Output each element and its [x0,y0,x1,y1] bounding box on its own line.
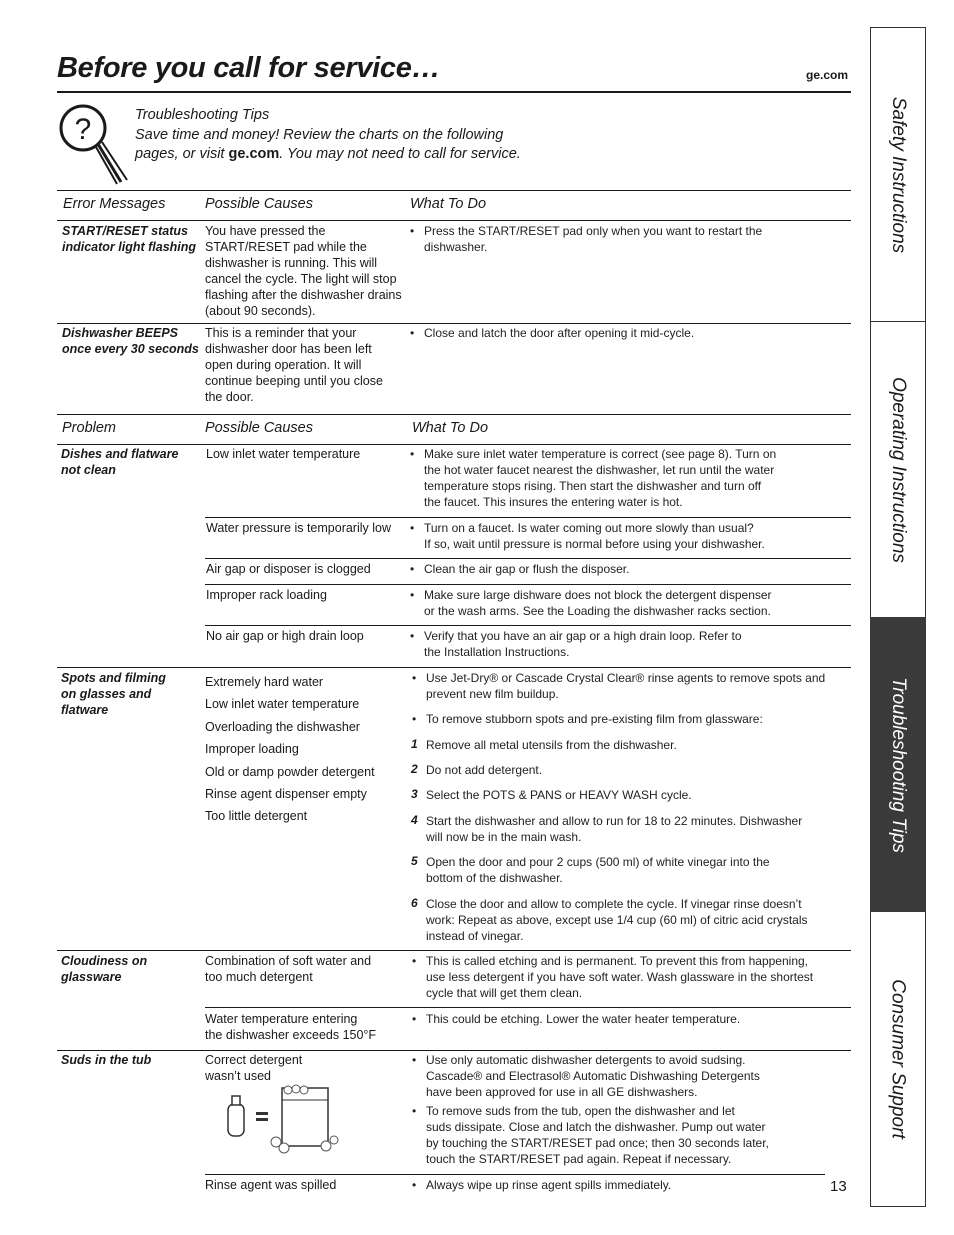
step-number: 5 [411,854,418,868]
col-problem: Problem [62,420,116,436]
tab-label: Safety Instructions [888,96,910,253]
step-line: work: Repeat as above, except use 1/4 cup (60 ml) of citric acid crystals [426,913,808,927]
todo-line: the hot water faucet nearest the dishwasher, let run until the water [424,463,775,477]
step-text [426,854,770,886]
problem-line: glassware [61,970,122,984]
intro-line1: Save time and money! Review the charts on the following [135,126,504,143]
todo-line: Use Jet-Dry® or Cascade Crystal Clear® rinse agents to remove spots and [426,671,826,685]
cause-line: open during operation. It will [205,358,362,372]
bullet: • [412,1178,417,1192]
intro-line2a: pages, or visit [135,146,229,162]
col-possible-causes: Possible Causes [205,196,313,212]
error-line: once every 30 seconds [62,342,199,356]
step-text [426,813,802,845]
cause-air-gap: Air gap or disposer is clogged [206,562,371,576]
cause-line: Old or damp powder detergent [205,764,375,779]
todo-line: dishwasher. [424,240,488,254]
cause-soft-water [205,953,371,985]
todo-line: Use only automatic dishwasher detergents to avoid sudsing. [426,1053,746,1067]
cause-line: Extremely hard water [205,675,324,689]
cause-wrong-detergent [205,1052,302,1084]
todo-line: use less detergent if you have soft water. Wash glassware in the shortest [426,970,814,984]
row-rule [57,1050,851,1051]
bullet: • [410,562,415,576]
todo-line: the faucet. This insures the entering water is hot. [424,495,683,509]
table2-header-rule [57,444,851,445]
todo-rinse-agents [426,670,825,702]
error-line: indicator light flashing [62,240,197,254]
problem-line: Cloudiness on [61,954,148,968]
todo-line: the Installation Instructions. [424,645,570,659]
cause-line: dishwasher door has been left [205,342,372,356]
cause-line: START/RESET pad while the [205,240,367,254]
todo-line: Make sure inlet water temperature is correct (see page 8). Turn on [424,447,777,461]
tab-consumer-support[interactable] [870,912,926,1206]
cause-rack-loading: Improper rack loading [206,588,327,602]
bullet: • [412,712,417,726]
page-number: 13 [830,1178,847,1195]
bullet: • [412,1104,417,1118]
problem-line: on glasses and [61,687,152,701]
tab-safety-instructions[interactable] [870,28,926,321]
problem-dishes [61,446,178,478]
col-what-to-do: What To Do [412,420,489,436]
cause-line: Overloading the dishwasher [205,719,360,734]
table1-top-rule [57,190,851,191]
step-number: 6 [411,896,418,910]
table1-header-rule [57,220,851,221]
col-error-messages: Error Messages [63,196,166,212]
cause-line: cancel the cycle. The light will stop [205,272,397,286]
todo-lower-heater: This could be etching. Lower the water heater temperature. [426,1012,741,1026]
bullet: • [410,521,415,535]
todo-drain-loop [424,628,742,660]
intro-heading: Troubleshooting Tips [135,107,270,123]
cause-line: You have pressed the [205,224,326,238]
bullet: • [412,1053,417,1067]
step-line: will now be in the main wash. [426,830,582,844]
error-line: START/RESET status [62,224,188,238]
todo-line: cycle that will get them clean. [426,986,583,1000]
intro-line2b: . You may not need to call for service. [279,146,521,162]
problem-line: not clean [61,463,116,477]
step-line: Start the dishwasher and allow to run for 18 to 22 minutes. Dishwasher [426,814,803,828]
todo-line: Make sure large dishware does not block the detergent dispenser [424,588,772,602]
step-number: 1 [411,737,418,751]
bullet: • [410,224,415,238]
row-rule [57,950,851,951]
error-line: Dishwasher BEEPS [62,326,179,340]
cause-rinse-spilled: Rinse agent was spilled [205,1178,337,1192]
cause-line: (about 90 seconds). [205,304,316,318]
intro-text [135,106,521,165]
cause-line: Combination of soft water and [205,954,372,968]
bullet: • [410,326,415,340]
cause-low-temp: Low inlet water temperature [206,447,361,461]
todo-line: Turn on a faucet. Is water coming out more slowly than usual? [424,521,754,535]
tab-troubleshooting-tips[interactable] [870,617,926,912]
problem-line: Spots and filming [61,671,166,685]
todo-line: To remove suds from the tub, open the dishwasher and let [426,1104,735,1118]
todo-wipe-spills: Always wipe up rinse agent spills immediately. [426,1178,672,1192]
cause-line: the dishwasher exceeds 150°F [205,1028,377,1042]
cause-line: the door. [205,390,254,404]
todo-rack-loading [424,587,772,619]
todo-beeps: Close and latch the door after opening it mid-cycle. [424,326,695,340]
todo-line: Cascade® and Electrasol® Automatic Dishwashing Detergents [426,1069,760,1083]
todo-remove-suds [426,1103,769,1167]
todo-line: If so, wait until pressure is normal before using your dishwasher. [424,537,765,551]
todo-line: suds dissipate. Close and latch the dishwasher. Pump out water [426,1120,766,1134]
tab-label: Operating Instructions [888,376,909,563]
todo-line: Verify that you have an air gap or a high drain loop. Refer to [424,629,742,643]
table2-top-rule [57,414,851,415]
cause-line: too much detergent [205,970,313,984]
step-text: Select the POTS & PANS or HEAVY WASH cycle. [426,788,692,802]
todo-low-temp [424,446,776,510]
question-magnifier-icon [57,102,129,188]
todo-line: This is called etching and is permanent. To prevent this from happening, [426,954,808,968]
svg-text:?: ? [74,113,92,146]
todo-line: touch the START/RESET pad again. Repeat if necessary. [426,1152,732,1166]
cause-water-temp-150 [205,1011,376,1043]
step-line: Close the door and allow to complete the cycle. If vinegar rinse doesn’t [426,897,802,911]
page-title: Before you call for service… [57,52,441,84]
problem-line: flatware [61,703,109,717]
todo-line: Press the START/RESET pad only when you want to restart the [424,224,763,238]
tab-label: Troubleshooting Tips [888,676,910,853]
row-rule [205,584,851,585]
todo-line: or the wash arms. See the Loading the dishwasher racks section. [424,604,771,618]
row-rule [57,323,851,324]
cause-startreset [205,223,402,319]
site-link[interactable]: ge.com [806,68,849,82]
bullet: • [412,671,417,685]
cause-line: wasn’t used [205,1069,272,1083]
step-number: 3 [411,787,418,801]
problem-spots [61,670,166,718]
step-line: instead of vinegar. [426,929,524,943]
cause-drain-loop: No air gap or high drain loop [206,629,364,643]
row-rule [205,1007,851,1008]
cause-line: continue beeping until you close [205,374,383,388]
row-rule [57,667,851,668]
error-startreset [62,223,196,255]
todo-line: have been approved for use in all GE dishwashers. [426,1085,698,1099]
problem-line: Dishes and flatware [61,447,179,461]
row-rule [205,517,851,518]
bullet: • [412,1012,417,1026]
todo-startreset [424,223,762,255]
bullet: • [412,954,417,968]
step-text: Do not add detergent. [426,763,543,777]
cause-line: flashing after the dishwasher drains [205,288,402,302]
todo-line: by touching the START/RESET pad once; then 30 seconds later, [426,1136,769,1150]
cause-line: Water temperature entering [205,1012,358,1026]
cause-line: Rinse agent dispenser empty [205,787,367,802]
causes-spots [205,671,375,828]
bullet: • [410,447,415,461]
intro-link[interactable]: ge.com [228,146,280,162]
cause-water-pressure: Water pressure is temporarily low [206,521,392,535]
cause-line: Improper loading [205,742,299,757]
step-line: Open the door and pour 2 cups (500 ml) of white vinegar into the [426,855,770,869]
header-rule [57,91,851,93]
dishwasher-suds-illustration [224,1084,340,1156]
todo-auto-detergent [426,1052,760,1100]
todo-air-gap: Clean the air gap or flush the disposer. [424,562,630,576]
row-rule [205,558,851,559]
problem-suds: Suds in the tub [61,1053,152,1067]
col-what-to-do: What To Do [410,196,487,212]
todo-water-pressure [424,520,765,552]
step-line: bottom of the dishwasher. [426,871,563,885]
cause-line: Too little detergent [205,809,308,824]
cause-line: Correct detergent [205,1053,303,1067]
tab-label: Consumer Support [888,979,909,1139]
cause-line: dishwasher is running. This will [205,256,378,270]
step-text: Remove all metal utensils from the dishwasher. [426,738,677,752]
row-rule [205,625,851,626]
todo-etching [426,953,813,1001]
tab-operating-instructions[interactable] [870,322,926,617]
todo-stubborn-spots: To remove stubborn spots and pre-existing film from glassware: [426,712,763,726]
bullet: • [410,588,415,602]
cause-line: Low inlet water temperature [205,697,360,712]
todo-line: temperature stops rising. Then start the dishwasher and turn off [424,479,762,493]
row-rule [205,1174,825,1175]
error-beeps [62,325,199,357]
step-text [426,896,808,944]
step-number: 2 [411,762,418,776]
col-possible-causes: Possible Causes [205,420,313,436]
todo-line: prevent new film buildup. [426,687,559,701]
bullet: • [410,629,415,643]
step-number: 4 [411,813,418,827]
problem-cloudiness [61,953,147,985]
cause-line: This is a reminder that your [205,326,357,340]
cause-beeps [205,325,383,405]
